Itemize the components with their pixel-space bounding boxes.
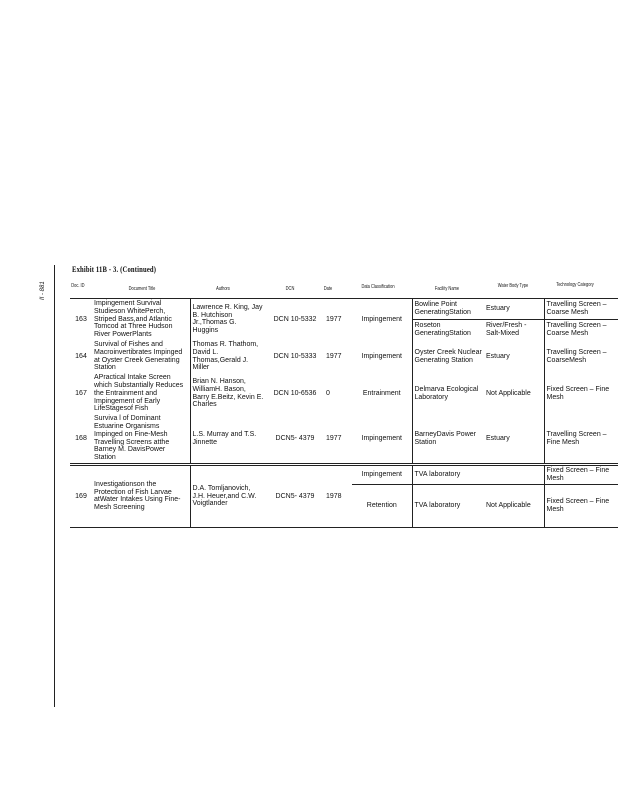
technology-cell: Travelling Screen – Coarse Mesh <box>544 299 618 320</box>
water-body-cell: Estuary <box>486 305 510 313</box>
table-row <box>70 299 618 320</box>
title-cell: Surviva l of Dominant Estuarine Organisms Impinged on Fine-Mesh Travelling Screens atthe Barney M. DavisPower Station <box>92 414 190 463</box>
header-authors: Authors <box>216 286 230 292</box>
facility-cell: BarneyDavis Power Station <box>414 430 476 446</box>
dcn-cell: DCN 10-5333 <box>273 352 317 360</box>
facility-cell: Bowline Point GeneratingStation <box>414 301 471 316</box>
title-cell: Investigationson the Protection of Fish Larvae atWater Intakes Using Fine-Mesh Screening <box>92 465 190 527</box>
table-row <box>70 414 618 463</box>
margin-rule <box>54 265 55 707</box>
doc-id-cell: 163 <box>75 315 87 323</box>
date-cell: 1977 <box>326 315 342 323</box>
date-cell: 1977 <box>326 352 342 360</box>
doc-id-cell: 167 <box>75 389 87 397</box>
header-date: Date <box>323 286 333 292</box>
facility-cell: Roseton GeneratingStation <box>412 320 484 340</box>
authors-cell: D.A. Tomljanovich, J.H. Heuer,and C.W. Voigtlander <box>192 484 257 508</box>
dcn-cell: DCN5- 4379 <box>275 434 315 442</box>
header-water-body: Water Body Type <box>497 283 529 289</box>
page-number-label: II - 881 <box>40 281 46 300</box>
doc-id-cell: 169 <box>75 492 87 500</box>
authors-cell: Brian N. Hanson, WilliamH. Bason, Barry E.Beitz, Kevin E. Charles <box>192 378 264 409</box>
doc-id-cell: 168 <box>75 434 87 442</box>
dcn-cell: DCN5- 4379 <box>275 492 315 500</box>
title-cell: APractical Intake Screen which Substantially Reduces the Entrainment and Impingement of Early LifeStagesof Fish <box>92 373 190 414</box>
exhibit-table <box>70 298 618 528</box>
facility-cell: TVA laboratory <box>412 484 484 527</box>
water-body-cell: Not Applicable <box>484 484 544 527</box>
dcn-cell: DCN 10-5332 <box>273 315 317 323</box>
water-body-cell: Not Applicable <box>486 389 531 397</box>
authors-cell: L.S. Murray and T.S. Jinnette <box>192 430 257 446</box>
facility-cell: TVA laboratory <box>414 471 461 479</box>
technology-cell: Travelling Screen – Fine Mesh <box>544 414 618 463</box>
doc-id-cell: 164 <box>75 352 87 360</box>
technology-cell: Travelling Screen – CoarseMesh <box>544 340 618 373</box>
water-body-cell: Estuary <box>486 352 510 360</box>
classification-cell: Impingement <box>352 414 412 463</box>
date-cell: 0 <box>326 389 330 397</box>
technology-cell: Travelling Screen – Coarse Mesh <box>544 320 618 340</box>
facility-cell: Delmarva Ecological Laboratory <box>414 385 479 401</box>
technology-cell: Fixed Screen – Fine Mesh <box>544 465 618 484</box>
header-dcn: DCN <box>285 286 295 292</box>
classification-cell: Retention <box>352 484 412 527</box>
date-cell: 1977 <box>326 434 342 442</box>
technology-cell: Fixed Screen – Fine Mesh <box>544 373 618 414</box>
authors-cell: Lawrence R. King, Jay B. Hutchison Jr.,Thomas G. Huggins <box>192 303 263 335</box>
authors-cell: Thomas R. Thathom, David L. Thomas,Gerald J. Miller <box>192 340 259 372</box>
classification-cell: Impingement <box>352 465 412 484</box>
exhibit-title: Exhibit 11B - 3. (Continued) <box>72 264 157 274</box>
title-cell: Impingement Survival Studieson WhitePerch, Striped Bass,and Atlantic Tomcod at Three Hudson River PowerPlants <box>92 299 190 340</box>
facility-cell: Oyster Creek Nuclear Generating Station <box>414 348 482 364</box>
header-doc-id: Doc. ID <box>71 283 85 289</box>
technology-cell: Fixed Screen – Fine Mesh <box>544 484 618 527</box>
header-data-classification: Data Classification <box>361 284 395 290</box>
title-cell: Survival of Fishes and Macroinvertibrates Impinged at Oyster Creek Generating Station <box>92 340 190 373</box>
classification-cell: Impingement <box>352 340 412 373</box>
table-row <box>70 340 618 373</box>
date-cell: 1978 <box>326 492 342 500</box>
table-row <box>70 373 618 414</box>
dcn-cell: DCN 10-6536 <box>273 389 317 397</box>
classification-cell: Entrainment <box>352 373 412 414</box>
classification-cell: Impingement <box>352 299 412 340</box>
water-body-cell: River/Fresh - Salt-Mixed <box>484 320 544 340</box>
water-body-cell: Estuary <box>486 434 510 442</box>
header-technology: Technology Category <box>556 282 594 288</box>
water-body-cell <box>484 465 544 484</box>
header-title: Document Title <box>128 286 156 292</box>
table-row <box>70 465 618 484</box>
header-facility: Facility Name <box>434 286 460 292</box>
